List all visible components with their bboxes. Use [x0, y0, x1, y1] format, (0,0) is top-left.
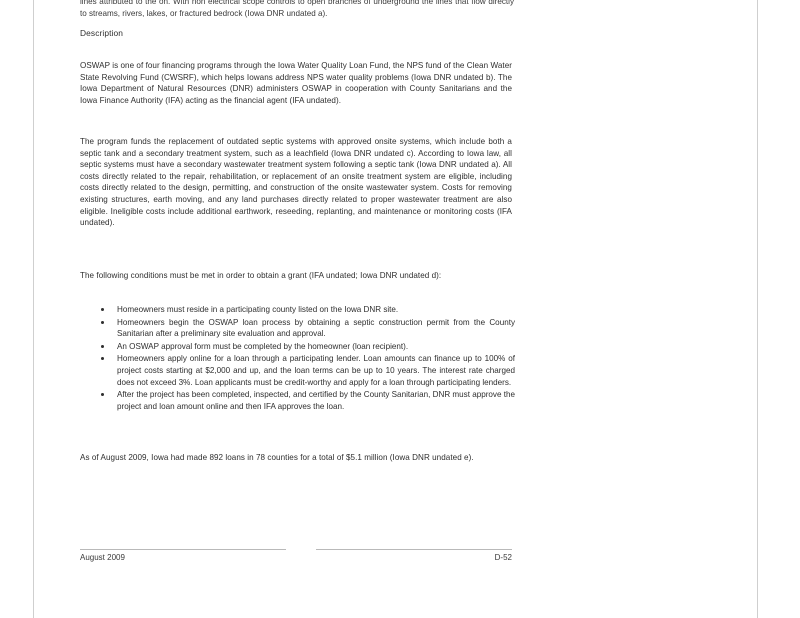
partial-top-paragraph: lines attributed to the on. With non electrical scope controls to open branches of underground the lines that flow directly to streams, rivers, lakes, or fractured bedrock (Iowa DNR undated a). [80, 0, 514, 18]
list-item-text: After the project has been completed, inspected, and certified by the County Sanitarian, DNR must approve the project and loan amount online and then IFA approves the loan. [117, 390, 515, 411]
footer-page-number: D-52 [494, 553, 512, 562]
bullet-icon [101, 393, 104, 396]
bullet-icon [101, 308, 104, 311]
footer-date: August 2009 [80, 553, 125, 562]
page-edge-left [33, 0, 34, 618]
paragraph-3: The following conditions must be met in order to obtain a grant (IFA undated; Iowa DNR undated d): [80, 271, 442, 280]
conditions-list [95, 304, 515, 413]
list-item [95, 304, 515, 316]
bullet-icon [101, 321, 104, 324]
page-edge-right [757, 0, 758, 618]
paragraph-2: The program funds the replacement of outdated septic systems with approved onsite systems, which include both a septic tank and a secondary treatment system, such as a leachfield (Iowa DNR undated c). According to Iowa law, all septic systems must have a secondary wastewater treatment system following a septic tank (Iowa DNR undated a). All costs directly related to the repair, rehabilitation, or replacement of an onsite treatment system are eligible, including costs directly related to the design, permitting, and construction of the onsite wastewater system. Costs for removing existing structures, earth moving, and any land purchases directly related to proper wastewater treatment are also eligible. Ineligible costs include additional earthwork, reseeding, replanting, and maintenance or monitoring costs (IFA undated). [80, 137, 512, 228]
list-item [95, 389, 515, 412]
list-item [95, 341, 515, 353]
paragraph-1: OSWAP is one of four financing programs through the Iowa Water Quality Loan Fund, the NPS fund of the Clean Water State Revolving Fund (CWSRF), which helps Iowans address NPS water quality problems (Iowa DNR undated b). The Iowa Department of Natural Resources (DNR) administers OSWAP in cooperation with County Sanitarians and the Iowa Finance Authority (IFA) acting as the financial agent (IFA undated). [80, 61, 512, 105]
bullet-icon [101, 345, 104, 348]
list-item-text: Homeowners begin the OSWAP loan process by obtaining a septic construction permit from the County Sanitarian after a preliminary site evaluation and approval. [117, 317, 515, 339]
list-item-text: An OSWAP approval form must be completed by the homeowner (loan recipient). [117, 341, 409, 351]
list-item [95, 317, 515, 340]
bullet-icon [101, 357, 104, 360]
list-item-text: Homeowners must reside in a participating county listed on the Iowa DNR site. [117, 305, 399, 314]
section-heading: Description [80, 28, 123, 38]
list-item-text: Homeowners apply online for a loan through a participating lender. Loan amounts can finance up to 100% of project costs starting at $2,000 and up, and the loan terms can be up to 10 years. The interest rate charged does not exceed 3%. Loan applicants must be credit-worthy and apply for a loan through participating lenders. [117, 354, 515, 387]
footer-divider-gap [286, 549, 316, 550]
list-item [95, 353, 515, 388]
paragraph-4: As of August 2009, Iowa had made 892 loans in 78 counties for a total of $5.1 million (Iowa DNR undated e). [80, 453, 474, 462]
